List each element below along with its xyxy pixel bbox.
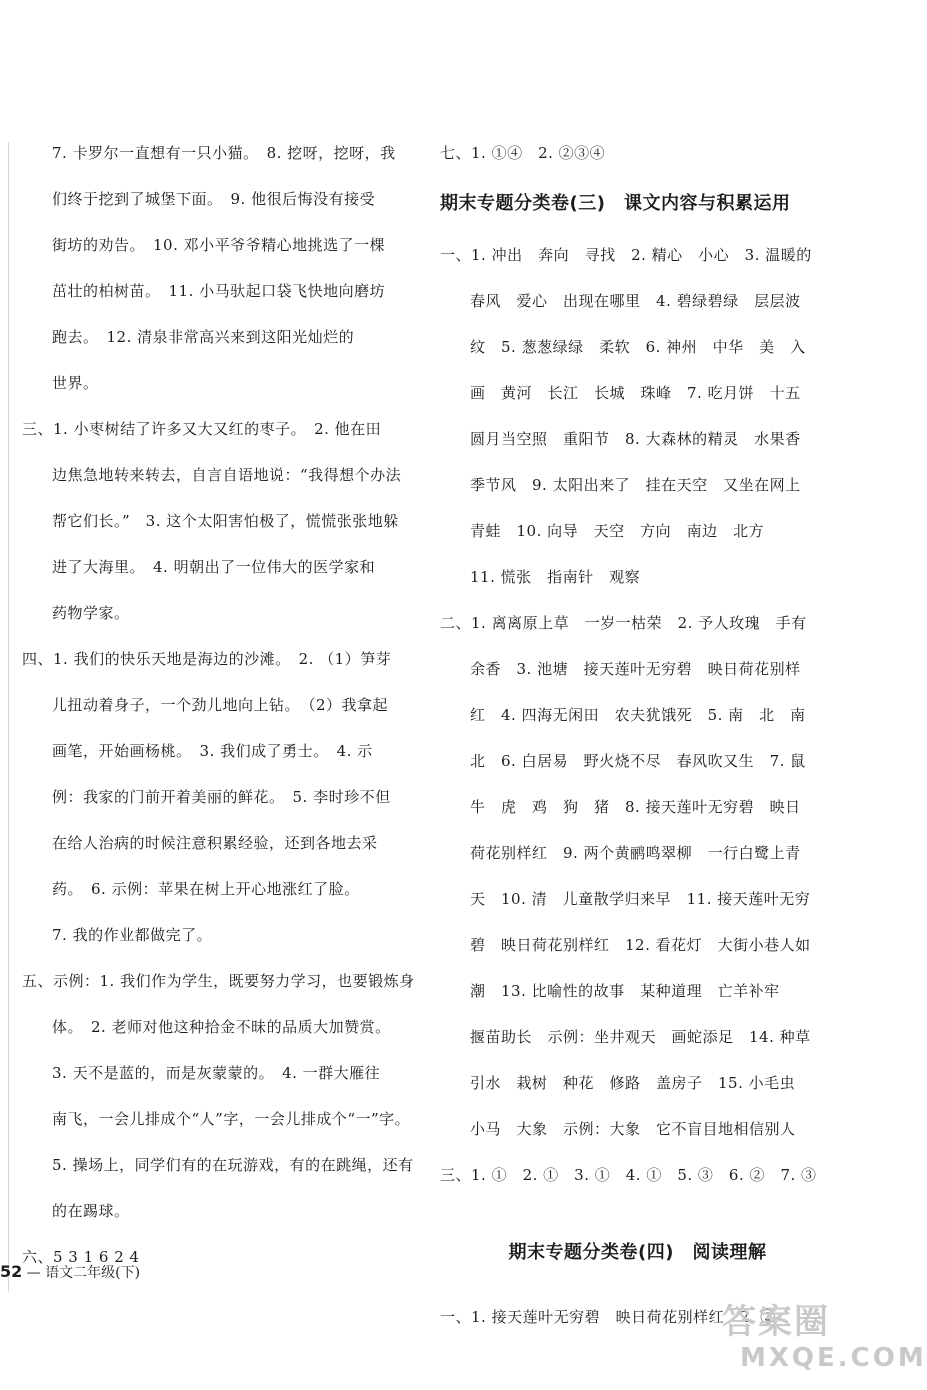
footer-subject: 语文二年级(下) — [45, 1265, 141, 1281]
text-line: 天 10. 清 儿童散学归来早 11. 接天莲叶无穷 — [470, 890, 811, 908]
answer-paragraph — [22, 130, 417, 406]
text-line: 季节风 9. 太阳出来了 挂在天空 又坐在网上 — [470, 476, 801, 494]
text-line: 体。 2. 老师对他这种拾金不昧的品质大加赞赏。 — [52, 1018, 391, 1036]
text-line: 五、示例：1. 我们作为学生，既要努力学习，也要锻炼身 — [22, 972, 415, 990]
text-line: 三、1. 小枣树结了许多又大又红的枣子。 2. 他在田 — [22, 420, 382, 438]
watermark-bottom-text: MXQE.COM — [740, 1343, 927, 1373]
text-line: 药物学家。 — [52, 604, 130, 622]
watermark-top-text: 答案圈 — [722, 1302, 830, 1342]
text-line: 春风 爱心 出现在哪里 4. 碧绿碧绿 层层波 — [470, 292, 801, 310]
text-line: 例：我家的门前开着美丽的鲜花。 5. 李时珍不但 — [52, 788, 391, 806]
text-line: 街坊的劝告。 10. 邓小平爷爷精心地挑选了一棵 — [52, 236, 386, 254]
answer-paragraph — [22, 406, 417, 636]
text-line: 11. 慌张 指南针 观察 — [470, 568, 641, 586]
answer-paragraph — [22, 636, 417, 958]
answer-paragraph — [440, 600, 835, 1152]
text-line: 荷花别样红 9. 两个黄鹂鸣翠柳 一行白鹭上青 — [470, 844, 801, 862]
text-line: 引水 栽树 种花 修路 盖房子 15. 小毛虫 — [470, 1074, 796, 1092]
answer-paragraph — [22, 958, 417, 1234]
watermark-logo — [722, 1302, 927, 1382]
text-line: 六、5 3 1 6 2 4 — [22, 1248, 140, 1266]
text-line: 一、1. 冲出 奔向 寻找 2. 精心 小心 3. 温暖的 — [440, 246, 812, 264]
answer-paragraph — [440, 1152, 835, 1198]
footer-separator: — — [26, 1265, 41, 1281]
text-line: 7. 卡罗尔一直想有一只小猫。 8. 挖呀，挖呀，我 — [52, 144, 396, 162]
text-line: 小马 大象 示例：大象 它不盲目地相信别人 — [470, 1120, 796, 1138]
right-column — [440, 130, 835, 1340]
section-heading: 期末专题分类卷(三) 课文内容与积累运用 — [440, 193, 791, 214]
text-line: 七、1. ①④ 2. ②③④ — [440, 144, 606, 162]
text-line: 南飞，一会儿排成个“人”字，一会儿排成个“一”字。 — [52, 1110, 411, 1128]
text-line: 边焦急地转来转去，自言自语地说：“我得想个办法 — [52, 466, 402, 484]
text-line: 圆月当空照 重阳节 8. 大森林的精灵 水果香 — [470, 430, 801, 448]
text-line: 进了大海里。 4. 明朝出了一位伟大的医学家和 — [52, 558, 376, 576]
text-line: 3. 天不是蓝的，而是灰蒙蒙的。 4. 一群大雁往 — [52, 1064, 381, 1082]
text-line: 跑去。 12. 清泉非常高兴来到这阳光灿烂的 — [52, 328, 355, 346]
text-line: 帮它们长。” 3. 这个太阳害怕极了，慌慌张张地躲 — [52, 512, 399, 530]
answer-paragraph — [440, 130, 835, 176]
text-line: 画 黄河 长江 长城 珠峰 7. 吃月饼 十五 — [470, 384, 801, 402]
text-line: 四、1. 我们的快乐天地是海边的沙滩。 2. （1）笋芽 — [22, 650, 392, 668]
text-line: 青蛙 10. 向导 天空 方向 南边 北方 — [470, 522, 765, 540]
text-line: 在给人治病的时候注意积累经验，还到各地去采 — [52, 834, 378, 852]
answer-paragraph — [440, 232, 835, 600]
page-number: 52 — [0, 1262, 23, 1281]
text-line: 7. 我的作业都做完了。 — [52, 926, 213, 944]
text-line: 儿扭动着身子，一个劲儿地向上钻。 （2）我拿起 — [52, 696, 389, 714]
page-footer — [0, 1262, 140, 1282]
text-line: 纹 5. 葱葱绿绿 柔软 6. 神州 中华 美 入 — [470, 338, 806, 356]
text-line: 余香 3. 池塘 接天莲叶无穷碧 映日荷花别样 — [470, 660, 801, 678]
text-line: 揠苗助长 示例：坐井观天 画蛇添足 14. 种草 — [470, 1028, 811, 1046]
text-line: 牛 虎 鸡 狗 猪 8. 接天莲叶无穷碧 映日 — [470, 798, 801, 816]
text-line: 三、1. ① 2. ① 3. ① 4. ① 5. ③ 6. ② 7. ③ — [440, 1166, 817, 1184]
left-column — [22, 130, 417, 1280]
text-line: 北 6. 白居易 野火烧不尽 春风吹又生 7. 鼠 — [470, 752, 806, 770]
text-line: 茁壮的柏树苗。 11. 小马驮起口袋飞快地向磨坊 — [52, 282, 386, 300]
section-heading: 期末专题分类卷(四) 阅读理解 — [508, 1242, 767, 1263]
text-line: 世界。 — [52, 374, 99, 392]
text-line: 碧 映日荷花别样红 12. 看花灯 大街小巷人如 — [470, 936, 811, 954]
text-line: 画笔，开始画杨桃。 3. 我们成了勇士。 4. 示 — [52, 742, 373, 760]
text-line: 潮 13. 比喻性的故事 某种道理 亡羊补牢 — [470, 982, 780, 1000]
text-line: 二、1. 离离原上草 一岁一枯荣 2. 予人玫瑰 手有 — [440, 614, 807, 632]
text-line: 一、1. 接天莲叶无穷碧 映日荷花别样红 2. ② — [440, 1308, 776, 1326]
text-line: 们终于挖到了城堡下面。 9. 他很后悔没有接受 — [52, 190, 376, 208]
text-line: 药。 6. 示例：苹果在树上开心地涨红了脸。 — [52, 880, 360, 898]
text-line: 红 4. 四海无闲田 农夫犹饿死 5. 南 北 南 — [470, 706, 806, 724]
text-line: 5. 操场上，同学们有的在玩游戏，有的在跳绳，还有 — [52, 1156, 414, 1174]
text-line: 的在踢球。 — [52, 1202, 130, 1220]
column-rule — [8, 142, 9, 1292]
